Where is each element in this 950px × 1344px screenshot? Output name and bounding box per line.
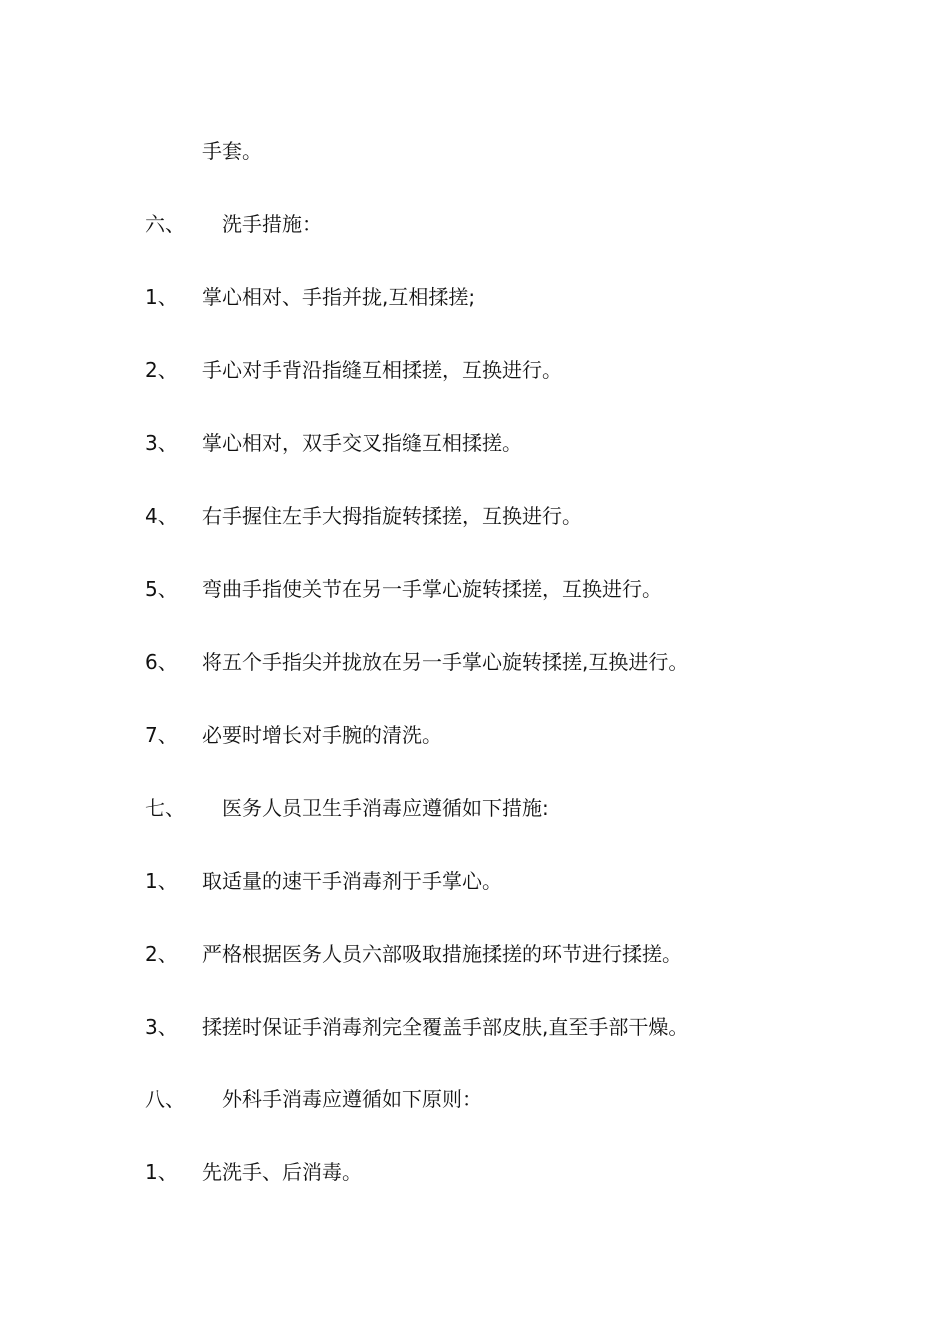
item-number: 2、 (145, 358, 178, 382)
list-item (0, 569, 950, 609)
item-text: 先洗手、后消毒。 (202, 1160, 362, 1184)
item-number: 7、 (145, 723, 178, 747)
section-title: 洗手措施： (222, 212, 322, 236)
item-number: 1、 (145, 1160, 178, 1184)
item-number: 6、 (145, 650, 178, 674)
section-number: 七、 (145, 796, 185, 820)
section-number: 六、 (145, 212, 185, 236)
item-text: 掌心相对，双手交叉指缝互相揉搓。 (202, 431, 522, 455)
item-text: 将五个手指尖并拢放在另一手掌心旋转揉搓,互换进行。 (202, 650, 689, 674)
list-item (0, 715, 950, 755)
item-number: 2、 (145, 942, 178, 966)
section-number: 八、 (145, 1087, 185, 1111)
item-number: 1、 (145, 285, 178, 309)
item-text: 严格根据医务人员六部吸取措施揉搓的环节进行揉搓。 (202, 942, 682, 966)
section-title: 医务人员卫生手消毒应遵循如下措施: (222, 796, 549, 820)
list-item (0, 1152, 950, 1192)
item-text: 必要时增长对手腕的清洗。 (202, 723, 442, 747)
line-text: 手套。 (202, 139, 262, 163)
item-text: 取适量的速干手消毒剂于手掌心。 (202, 869, 502, 893)
section-heading-8 (0, 1079, 950, 1119)
list-item (0, 861, 950, 901)
section-heading-7 (0, 788, 950, 828)
continuation-line (0, 131, 950, 171)
item-text: 右手握住左手大拇指旋转揉搓，互换进行。 (202, 504, 582, 528)
section-title: 外科手消毒应遵循如下原则： (222, 1087, 482, 1111)
item-text: 揉搓时保证手消毒剂完全覆盖手部皮肤,直至手部干燥。 (202, 1015, 689, 1039)
list-item (0, 350, 950, 390)
item-number: 4、 (145, 504, 178, 528)
item-number: 3、 (145, 1015, 178, 1039)
list-item (0, 642, 950, 682)
list-item (0, 423, 950, 463)
item-number: 3、 (145, 431, 178, 455)
list-item (0, 277, 950, 317)
list-item (0, 934, 950, 974)
item-number: 1、 (145, 869, 178, 893)
section-heading-6 (0, 204, 950, 244)
list-item (0, 496, 950, 536)
item-text: 掌心相对、手指并拢,互相揉搓; (202, 285, 476, 309)
item-text: 弯曲手指使关节在另一手掌心旋转揉搓，互换进行。 (202, 577, 662, 601)
item-number: 5、 (145, 577, 178, 601)
item-text: 手心对手背沿指缝互相揉搓，互换进行。 (202, 358, 562, 382)
list-item (0, 1007, 950, 1047)
